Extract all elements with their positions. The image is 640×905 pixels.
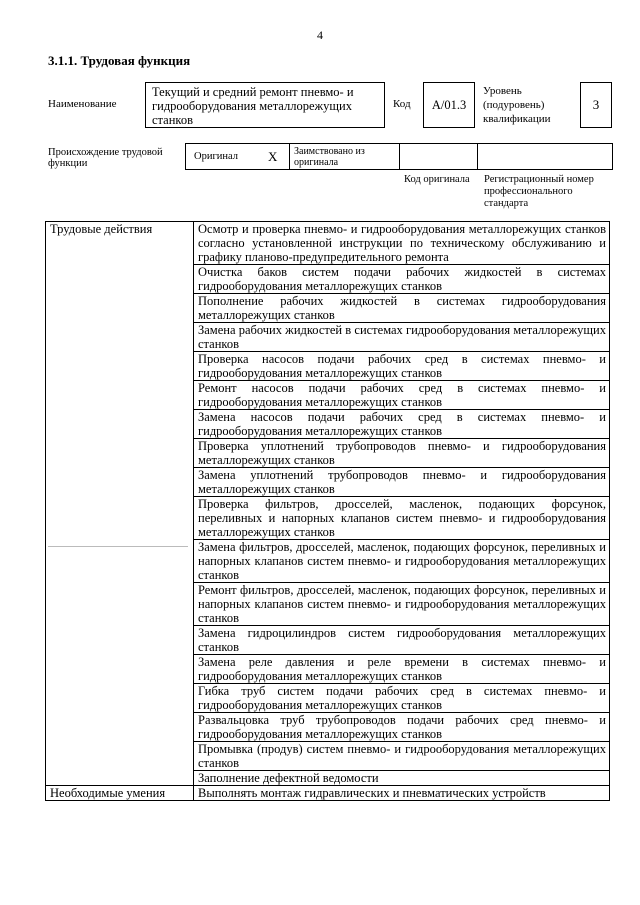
original-code-caption: Код оригинала: [404, 174, 470, 185]
labor-actions-table: [45, 221, 610, 801]
skill-item: Выполнять монтаж гидравлических и пневматических устройств: [194, 786, 610, 801]
reg-number-caption: Регистрационный номер профессионального стандарта: [484, 174, 594, 209]
action-item: Замена рабочих жидкостей в системах гидрооборудования металлорежущих станков: [194, 323, 610, 352]
table-row: [46, 222, 610, 265]
action-item: Проверка насосов подачи рабочих сред в системах пневмо- и гидрооборудования металлорежущих станков: [194, 352, 610, 381]
action-item: Промывка (продув) систем пневмо- и гидрооборудования металлорежущих станков: [194, 742, 610, 771]
table-body: [46, 222, 610, 801]
action-item: Замена гидроцилиндров систем гидрооборудования металлорежущих станков: [194, 626, 610, 655]
action-item: Пополнение рабочих жидкостей в системах гидрооборудования металлорежущих станков: [194, 294, 610, 323]
original-label: Оригинал: [194, 151, 238, 162]
action-item: Ремонт насосов подачи рабочих сред в системах пневмо- и гидрооборудования металлорежущих станков: [194, 381, 610, 410]
action-item: Заполнение дефектной ведомости: [194, 771, 610, 786]
skills-label: Необходимые умения: [46, 786, 194, 801]
reg-number-cell: [478, 144, 612, 169]
function-name-box: Текущий и средний ремонт пневмо- и гидрооборудования металлорежущих станков: [145, 82, 385, 128]
action-item: Замена насосов подачи рабочих сред в системах пневмо- и гидрооборудования металлорежущих станков: [194, 410, 610, 439]
action-item: Проверка фильтров, дросселей, масленок, подающих форсунок, переливных и напорных клапанов систем пневмо- и гидрооборудования металлорежущих станков: [194, 497, 610, 540]
action-item: Замена уплотнений трубопроводов пневмо- и гидрооборудования металлорежущих станков: [194, 468, 610, 497]
action-item: Развальцовка труб трубопроводов подачи рабочих сред пневмо- и гидрооборудования металлорежущих станков: [194, 713, 610, 742]
name-label: Наименование: [48, 98, 117, 110]
action-item: Проверка уплотнений трубопроводов пневмо- и гидрооборудования металлорежущих станков: [194, 439, 610, 468]
original-code-cell: [400, 144, 478, 169]
level-value-box: 3: [580, 82, 612, 128]
original-mark: Х: [268, 149, 278, 164]
table-row: [46, 786, 610, 801]
actions-label: Трудовые действия: [46, 222, 194, 786]
origin-row: [185, 143, 613, 170]
origin-label: Происхождение трудовой функции: [48, 147, 163, 169]
level-label: Уровень (подуровень) квалификации: [483, 85, 551, 125]
borrowed-label: Заимствовано из оригинала: [294, 146, 365, 168]
action-item: Замена фильтров, дросселей, масленок, подающих форсунок, переливных и напорных клапанов систем пневмо- и гидрооборудования металлорежущих станков: [194, 540, 610, 583]
action-item: Ремонт фильтров, дросселей, масленок, подающих форсунок, переливных и напорных клапанов систем пневмо- и гидрооборудования металлорежущих станков: [194, 583, 610, 626]
action-item: Замена реле давления и реле времени в системах пневмо- и гидрооборудования металлорежущих станков: [194, 655, 610, 684]
original-cell: [186, 144, 290, 169]
code-value-box: А/01.3: [423, 82, 475, 128]
code-label: Код: [393, 98, 411, 110]
page-number: 4: [317, 28, 323, 42]
action-item: Гибка труб систем подачи рабочих сред в системах пневмо- и гидрооборудования металлорежущих станков: [194, 684, 610, 713]
borrowed-cell: [290, 144, 400, 169]
action-item: Очистка баков систем подачи рабочих жидкостей в системах гидрооборудования металлорежущих станков: [194, 265, 610, 294]
section-title: 3.1.1. Трудовая функция: [48, 53, 191, 68]
action-item: Осмотр и проверка пневмо- и гидрооборудования металлорежущих станков согласно установленной инструкции по техническому обслуживанию и графику планово-предупредительного ремонта: [194, 222, 610, 265]
